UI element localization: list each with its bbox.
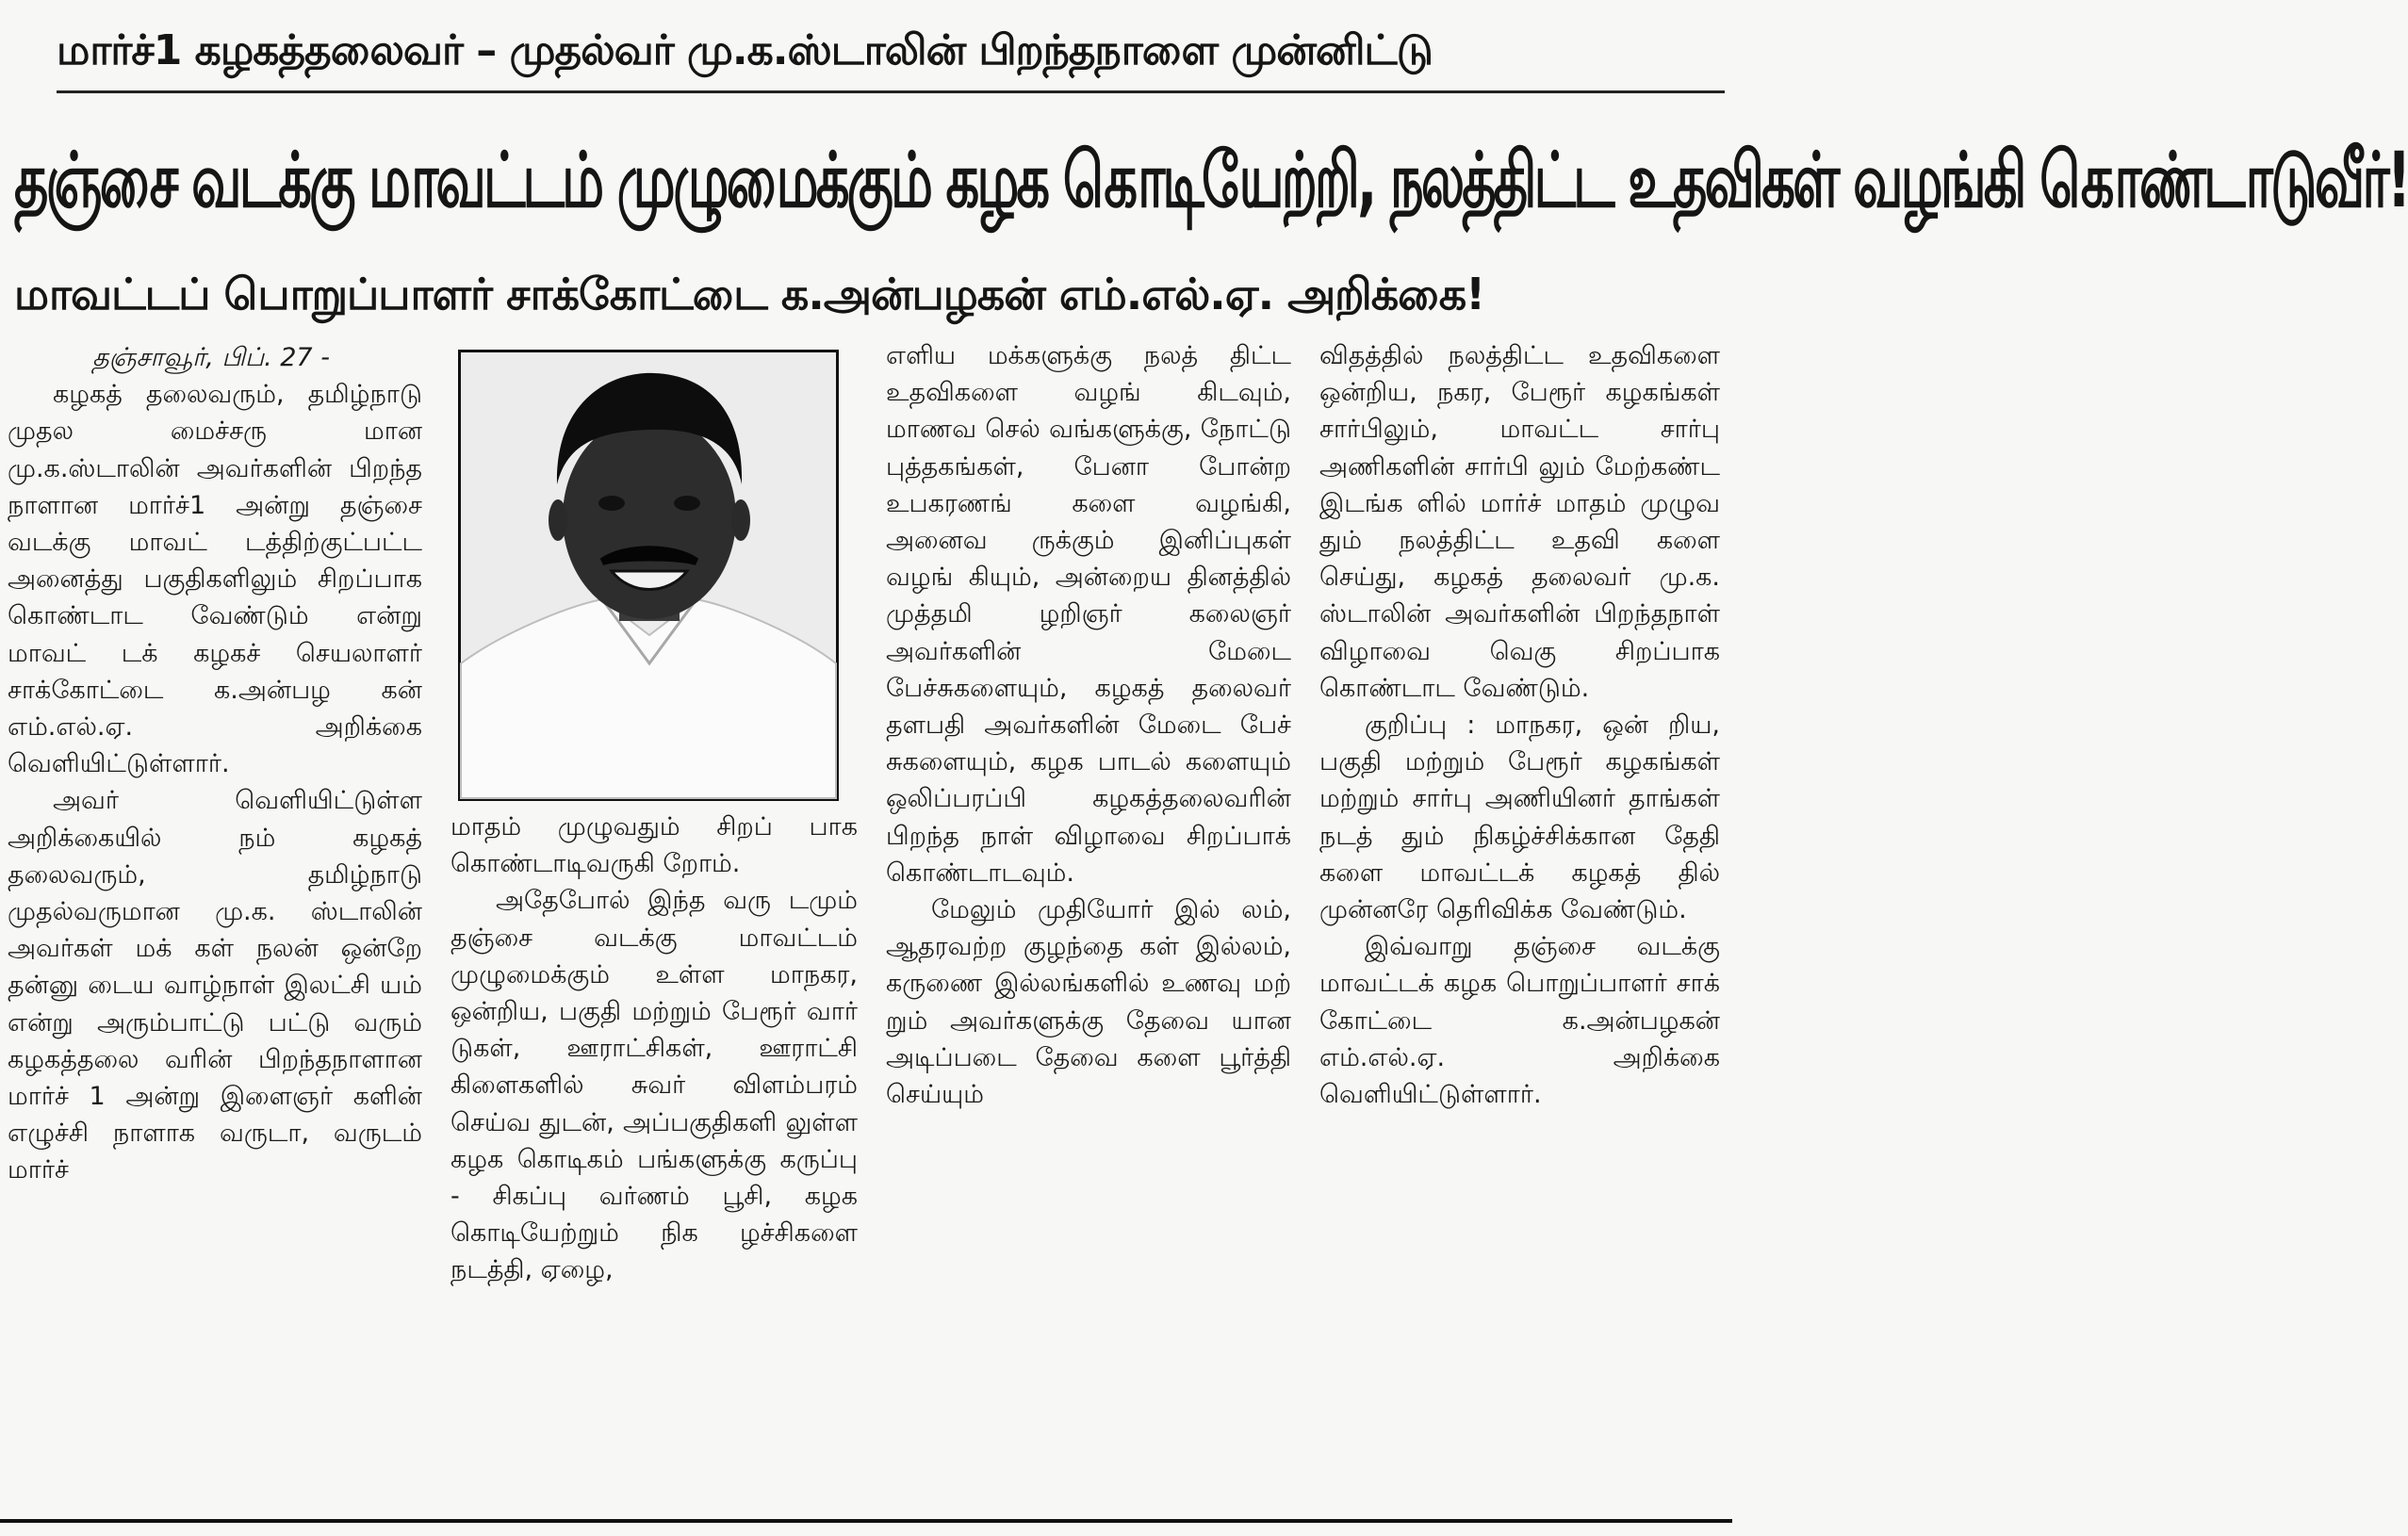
paragraph: இவ்வாறு தஞ்சை வடக்கு மாவட்டக் கழக பொறுப்பாளர் சாக் கோட்டை க.அன்பழகன் எம்.எல்.ஏ. அறிக்கை வெளியிட்டுள்ளார். [1319,932,1720,1110]
bottom-rule [0,1519,1732,1523]
paragraph: மாதம் முழுவதும் சிறப் பாக கொண்டாடிவருகி றோம். [450,812,858,879]
article-column-1 [8,339,422,1189]
paragraph: மேலும் முதியோர் இல் லம், ஆதரவற்ற குழந்தை கள் இல்லம், கருணை இல்லங்களில் உணவு மற் றும் அவர்களுக்கு தேவை யான அடிப்படை தேவை களை பூர்த்தி செய்யும் [886,895,1291,1110]
headline: தஞ்சை வடக்கு மாவட்டம் முழுமைக்கும் கழக கொடியேற்றி, நலத்திட்ட உதவிகள் வழங்கி கொண்டாடுவீர்! [14,137,2408,226]
subheadline: மாவட்டப் பொறுப்பாளர் சாக்கோட்டை க.அன்பழகன் எம்.எல்.ஏ. அறிக்கை! [14,269,1485,319]
article-column-2 [450,809,858,1289]
paragraph: குறிப்பு : மாநகர, ஒன் றிய, பகுதி மற்றும் பேரூர் கழகங்கள் மற்றும் சார்பு அணியினர் தாங்கள் நடத் தும் நிகழ்ச்சிக்கான தேதி களை மாவட்டக் கழகத் தில் முன்னரே தெரிவிக்க வேண்டும். [1319,711,1720,925]
article-column-4 [1319,337,1720,1113]
dateline: தஞ்சாவூர், பிப். 27 - [92,343,330,372]
paragraph: எளிய மக்களுக்கு நலத் திட்ட உதவிகளை வழங் கிடவும், மாணவ செல் வங்களுக்கு, நோட்டு புத்தகங்கள், பேனா போன்ற உபகரணங் களை வழங்கி, அனைவ ருக்கும் இனிப்புகள் வழங் கியும், அன்றைய தினத்தில் முத்தமி ழறிஞர் கலைஞர் அவர்களின் மேடை பேச்சுகளையும், கழகத் தலைவர் தளபதி அவர்களின் மேடை பேச் சுகளையும், கழக பாடல் களையும் ஒலிப்பரப்பி கழகத்தலைவரின் பிறந்த நாள் விழாவை சிறப்பாக் கொண்டாடவும். [886,341,1291,888]
paragraph: கழகத் தலைவரும், தமிழ்நாடு முதல மைச்சரு மான மு.க.ஸ்டாலின் அவர்களின் பிறந்த நாளான மார்ச்1 அன்று தஞ்சை வடக்கு மாவட் டத்திற்குட்பட்ட அனைத்து பகுதிகளிலும் சிறப்பாக கொண்டாட வேண்டும் என்று மாவட் டக் கழகச் செயலாளர் சாக்கோட்டை க.அன்பழ கன் எம்.எல்.ஏ. அறிக்கை வெளியிட்டுள்ளார். [8,380,422,779]
paragraph: அவர் வெளியிட்டுள்ள அறிக்கையில் நம் கழகத் தலைவரும், தமிழ்நாடு முதல்வருமான மு.க. ஸ்டாலின் அவர்கள் மக் கள் நலன் ஒன்றே தன்னு டைய வாழ்நாள் இலட்சி யம் என்று அரும்பாட்டு பட்டு வரும் கழகத்தலை வரின் பிறந்தநாளான மார்ச் 1 அன்று இளைஞர் களின் எழுச்சி நாளாக வருடா, வருடம் மார்ச் [8,786,422,1185]
paragraph: விதத்தில் நலத்திட்ட உதவிகளை ஒன்றிய, நகர, பேரூர் கழகங்கள் சார்பிலும், மாவட்ட சார்பு அணிகளின் சார்பி லும் மேற்கண்ட இடங்க ளில் மார்ச் மாதம் முழுவ தும் நலத்திட்ட உதவி களை செய்து, கழகத் தலைவர் மு.க. ஸ்டாலின் அவர்களின் பிறந்தநாள் விழாவை வெகு சிறப்பாக கொண்டாட வேண்டும். [1319,341,1720,703]
paragraph: அதேபோல் இந்த வரு டமும் தஞ்சை வடக்கு மாவட்டம் முழுமைக்கும் உள்ள மாநகர, ஒன்றிய, பகுதி மற்றும் பேரூர் வார் டுகள், ஊராட்சிகள், ஊராட்சி கிளைகளில் சுவர் விளம்பரம் செய்வ துடன், அப்பகுதிகளி லுள்ள கழக கொடிகம் பங்களுக்கு கருப்பு - சிகப்பு வர்ணம் பூசி, கழக கொடியேற்றும் நிக ழச்சிகளை நடத்தி, ஏழை, [450,886,858,1285]
kicker-line: மார்ச்1 கழகத்தலைவர் – முதல்வர் மு.க.ஸ்டாலின் பிறந்தநாளை முன்னிட்டு [57,26,1433,74]
portrait-photo [458,350,839,801]
article-column-3 [886,337,1291,1113]
portrait-illustration [461,352,836,798]
